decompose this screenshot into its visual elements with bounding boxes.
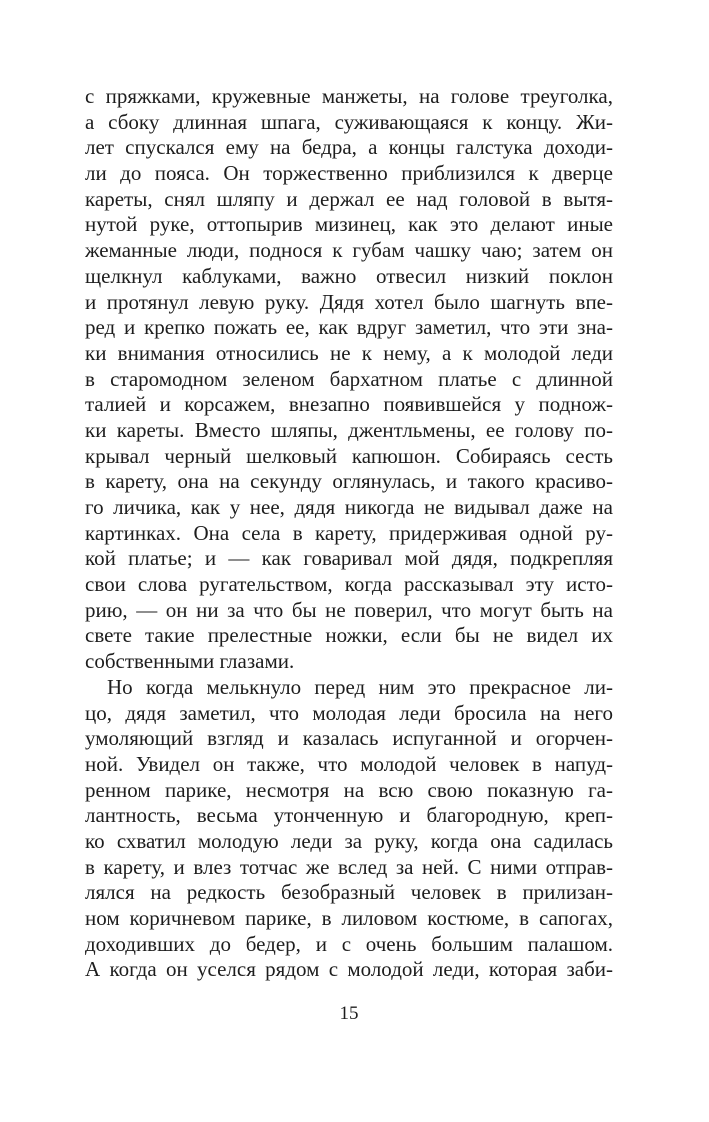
text-line: ки кареты. Вместо шляпы, джентльмены, ее голову по- [85,417,613,442]
text-line: доходивших до бедер, и с очень большим палашом. [85,931,613,956]
text-line: цо, дядя заметил, что молодая леди бросила на него [85,700,613,725]
text-line: свои слова ругательством, когда рассказывал эту исто- [85,572,613,597]
text-line: ном коричневом парике, в лиловом костюме, в сапогах, [85,906,613,930]
text-line: в карету, она на секунду оглянулась, и такого красиво- [85,469,613,494]
text-line: кой платье; и — как говаривал мой дядя, подкрепляя [85,546,613,571]
paragraph [85,675,613,983]
text-line: го личика, как у нее, дядя никогда не видывал даже на [85,495,613,519]
paragraph [85,84,613,675]
text-line: ки внимания относились не к нему, а к молодой леди [85,340,613,365]
text-line: Но когда мелькнуло перед ним это прекрасное ли- [107,674,613,699]
page-number: 15 [339,1003,359,1024]
text-line: лялся на редкость безобразный человек в прилизан- [85,880,613,905]
text-line: кареты, снял шляпу и держал ее над головой в вытя- [85,186,613,211]
text-line: а сбоку длинная шпага, суживающаяся к концу. Жи- [85,109,613,134]
text-line: рию, — он ни за что бы не поверил, что могут быть на [85,597,613,622]
text-line: и протянул левую руку. Дядя хотел было шагнуть впе- [85,289,613,314]
text-line: ной. Увидел он также, что молодой человек в напуд- [85,751,613,776]
text-line: с пряжками, кружевные манжеты, на голове треуголка, [85,84,613,108]
text-line: А когда он уселся рядом с молодой леди, которая заби- [85,957,613,982]
text-line: жеманные люди, поднося к губам чашку чаю; затем он [85,238,613,263]
text-line: картинках. Она села в карету, придерживая одной ру- [85,520,613,545]
text-block [85,84,613,983]
text-line: лантность, весьма утонченную и благородную, креп- [85,803,613,828]
text-line: умоляющий взгляд и казалась испуганной и огорчен- [85,726,613,751]
text-line: нутой руке, оттопырив мизинец, как это делают иные [85,212,613,237]
text-line: крывал черный шелковый капюшон. Собираясь сесть [85,443,613,468]
text-line: ли до пояса. Он торжественно приблизился к дверце [85,161,613,186]
text-line: в карету, и влез тотчас же вслед за ней. С ними отправ- [85,854,613,879]
text-line: свете такие прелестные ножки, если бы не видел их [85,623,613,648]
text-line: ренном парике, несмотря на всю свою показную га- [85,777,613,802]
text-line: щелкнул каблуками, важно отвесил низкий поклон [85,263,613,288]
text-line: ред и крепко пожать ее, как вдруг заметил, что эти зна- [85,315,613,340]
text-line: лет спускался ему на бедра, а концы галстука доходи- [85,135,613,160]
text-line: ко схватил молодую леди за руку, когда она садилась [85,828,613,853]
text-line: талией и корсажем, внезапно появившейся у поднож- [85,392,613,417]
text-line: собственными глазами. [85,649,295,674]
text-line: в старомодном зеленом бархатном платье с длинной [85,366,613,391]
